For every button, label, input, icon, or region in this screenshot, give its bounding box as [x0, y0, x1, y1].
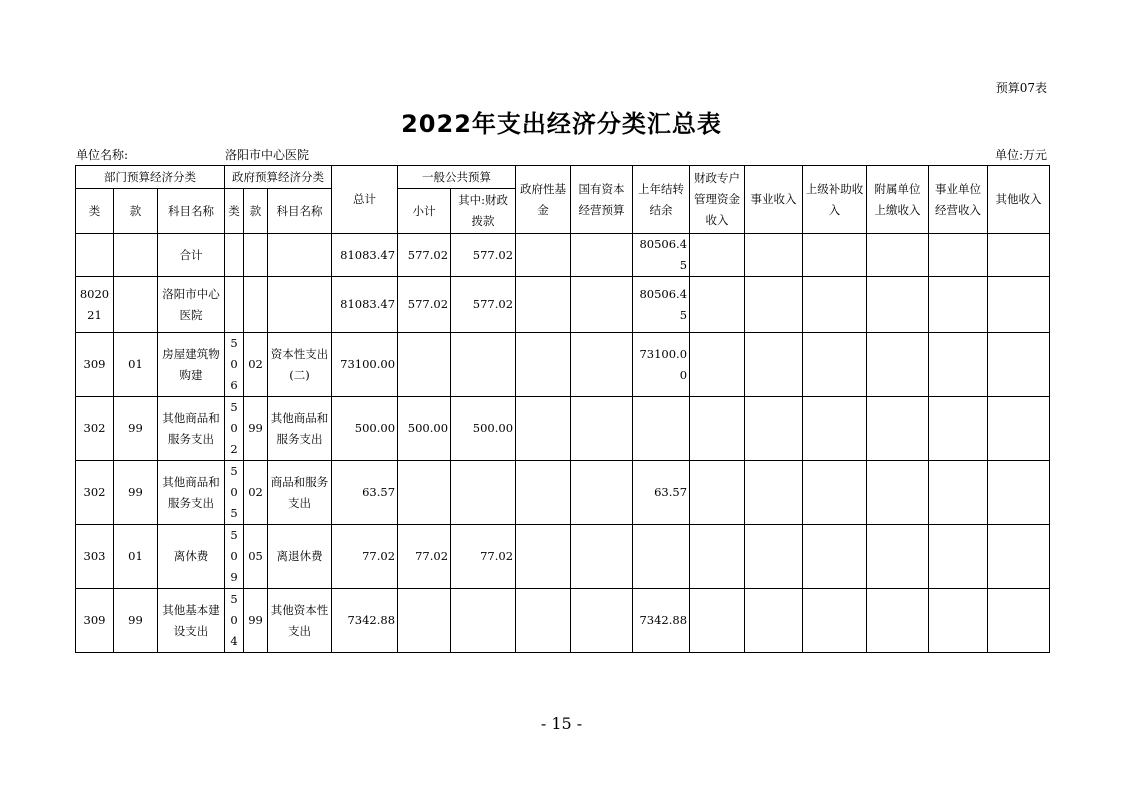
table-cell: 77.02	[332, 525, 398, 589]
table-cell	[516, 589, 571, 653]
table-cell: 577.02	[451, 234, 516, 277]
table-cell: 商品和服务支出	[268, 461, 332, 525]
table-cell: 其他商品和服务支出	[268, 397, 332, 461]
table-cell	[244, 277, 268, 333]
header-operating: 事业单位经营收入	[929, 166, 988, 234]
header-affiliate: 附属单位上缴收入	[867, 166, 929, 234]
table-cell: 509	[225, 525, 244, 589]
header-gov-group: 政府预算经济分类	[225, 166, 332, 189]
table-cell	[867, 277, 929, 333]
table-cell	[803, 277, 867, 333]
table-cell	[867, 397, 929, 461]
header-fiscal: 其中:财政拨款	[451, 189, 516, 234]
table-cell: 500.00	[398, 397, 451, 461]
table-cell	[690, 333, 745, 397]
table-cell: 73100.00	[332, 333, 398, 397]
table-cell	[571, 277, 633, 333]
table-cell: 99	[114, 589, 158, 653]
header-subsidy: 上级补助收入	[803, 166, 867, 234]
header-gov-subject: 科目名称	[268, 189, 332, 234]
table-cell	[988, 589, 1050, 653]
table-cell	[745, 525, 803, 589]
table-cell	[988, 525, 1050, 589]
table-cell	[803, 397, 867, 461]
table-cell	[745, 234, 803, 277]
table-cell	[114, 277, 158, 333]
table-cell: 577.02	[398, 277, 451, 333]
table-cell: 80506.45	[633, 234, 690, 277]
table-cell	[516, 461, 571, 525]
table-cell: 01	[114, 333, 158, 397]
table-cell	[745, 333, 803, 397]
table-cell: 离退休费	[268, 525, 332, 589]
header-soe: 国有资本经营预算	[571, 166, 633, 234]
table-row	[76, 589, 1050, 653]
table-cell: 500.00	[451, 397, 516, 461]
table-cell: 80506.45	[633, 277, 690, 333]
table-cell	[451, 333, 516, 397]
table-cell	[867, 333, 929, 397]
table-cell: 504	[225, 589, 244, 653]
header-carryover: 上年结转结余	[633, 166, 690, 234]
currency-unit: 单位:万元	[994, 148, 1047, 162]
table-cell	[571, 589, 633, 653]
table-cell	[745, 277, 803, 333]
table-cell: 02	[244, 461, 268, 525]
table-cell: 02	[244, 333, 268, 397]
table-cell: 302	[76, 397, 114, 461]
table-row	[76, 277, 1050, 333]
table-cell: 其他基本建设支出	[158, 589, 225, 653]
table-cell: 99	[114, 461, 158, 525]
table-cell: 505	[225, 461, 244, 525]
table-cell	[745, 397, 803, 461]
table-cell	[571, 397, 633, 461]
table-cell	[988, 277, 1050, 333]
table-cell: 资本性支出(二)	[268, 333, 332, 397]
unit-name-label: 单位名称:	[76, 148, 129, 162]
table-cell	[803, 525, 867, 589]
table-cell: 洛阳市中心医院	[158, 277, 225, 333]
table-cell: 802021	[76, 277, 114, 333]
table-cell	[988, 461, 1050, 525]
table-cell: 05	[244, 525, 268, 589]
table-cell	[114, 234, 158, 277]
table-cell	[516, 234, 571, 277]
table-cell	[803, 234, 867, 277]
table-cell: 81083.47	[332, 234, 398, 277]
table-cell	[867, 234, 929, 277]
table-cell	[690, 277, 745, 333]
table-cell: 309	[76, 589, 114, 653]
header-subtotal: 小计	[398, 189, 451, 234]
table-cell	[516, 397, 571, 461]
table-cell	[929, 589, 988, 653]
table-cell	[571, 333, 633, 397]
table-cell	[516, 333, 571, 397]
table-cell: 99	[244, 589, 268, 653]
table-cell: 506	[225, 333, 244, 397]
table-cell	[690, 397, 745, 461]
table-cell: 303	[76, 525, 114, 589]
table-cell	[633, 525, 690, 589]
table-cell	[571, 525, 633, 589]
header-total: 总计	[332, 166, 398, 234]
table-cell: 77.02	[398, 525, 451, 589]
table-cell	[988, 234, 1050, 277]
table-cell	[268, 234, 332, 277]
table-cell	[929, 525, 988, 589]
table-cell	[516, 525, 571, 589]
header-gov-fund: 政府性基金	[516, 166, 571, 234]
table-cell	[867, 461, 929, 525]
table-cell: 其他商品和服务支出	[158, 461, 225, 525]
table-cell	[268, 277, 332, 333]
table-cell	[745, 589, 803, 653]
expenditure-table	[75, 165, 1050, 653]
header-gov-kuan: 款	[244, 189, 268, 234]
table-cell	[929, 461, 988, 525]
table-cell	[225, 277, 244, 333]
table-cell: 302	[76, 461, 114, 525]
unit-name-value: 洛阳市中心医院	[225, 148, 310, 162]
table-cell	[244, 234, 268, 277]
table-cell	[929, 234, 988, 277]
table-cell	[398, 461, 451, 525]
table-cell: 63.57	[633, 461, 690, 525]
table-row	[76, 397, 1050, 461]
table-cell: 577.02	[398, 234, 451, 277]
header-gov-lei: 类	[225, 189, 244, 234]
table-row	[76, 234, 1050, 277]
table-cell	[867, 589, 929, 653]
table-cell	[690, 525, 745, 589]
table-row	[76, 461, 1050, 525]
table-cell: 其他商品和服务支出	[158, 397, 225, 461]
table-cell: 63.57	[332, 461, 398, 525]
table-cell	[867, 525, 929, 589]
table-code: 预算07表	[995, 81, 1047, 95]
table-cell: 500.00	[332, 397, 398, 461]
table-cell: 77.02	[451, 525, 516, 589]
table-cell: 离休费	[158, 525, 225, 589]
table-cell	[451, 589, 516, 653]
header-kuan: 款	[114, 189, 158, 234]
header-gpb-group: 一般公共预算	[398, 166, 516, 189]
table-cell: 01	[114, 525, 158, 589]
page-title: 2022年支出经济分类汇总表	[401, 110, 722, 138]
table-cell	[690, 234, 745, 277]
table-cell	[745, 461, 803, 525]
table-cell: 73100.00	[633, 333, 690, 397]
header-business: 事业收入	[745, 166, 803, 234]
table-cell	[803, 333, 867, 397]
table-cell: 房屋建筑物购建	[158, 333, 225, 397]
page-number: - 15 -	[540, 714, 583, 733]
table-cell	[690, 589, 745, 653]
table-cell	[803, 589, 867, 653]
table-cell: 7342.88	[633, 589, 690, 653]
table-cell	[398, 333, 451, 397]
table-cell: 99	[244, 397, 268, 461]
table-cell	[451, 461, 516, 525]
header-lei: 类	[76, 189, 114, 234]
header-subject: 科目名称	[158, 189, 225, 234]
header-special: 财政专户管理资金收入	[690, 166, 745, 234]
table-cell	[398, 589, 451, 653]
table-cell: 合计	[158, 234, 225, 277]
header-dept-group: 部门预算经济分类	[76, 166, 225, 189]
table-cell	[225, 234, 244, 277]
table-cell	[633, 397, 690, 461]
header-other: 其他收入	[988, 166, 1050, 234]
table-cell: 81083.47	[332, 277, 398, 333]
table-cell: 502	[225, 397, 244, 461]
table-cell	[988, 333, 1050, 397]
table-cell	[929, 333, 988, 397]
table-cell	[803, 461, 867, 525]
table-cell	[516, 277, 571, 333]
table-row	[76, 333, 1050, 397]
table-cell: 99	[114, 397, 158, 461]
table-cell	[571, 234, 633, 277]
table-cell	[929, 397, 988, 461]
table-cell	[76, 234, 114, 277]
table-cell	[929, 277, 988, 333]
table-cell: 7342.88	[332, 589, 398, 653]
table-cell: 577.02	[451, 277, 516, 333]
table-cell	[571, 461, 633, 525]
table-cell: 其他资本性支出	[268, 589, 332, 653]
table-row	[76, 525, 1050, 589]
table-cell: 309	[76, 333, 114, 397]
table-cell	[988, 397, 1050, 461]
table-cell	[690, 461, 745, 525]
